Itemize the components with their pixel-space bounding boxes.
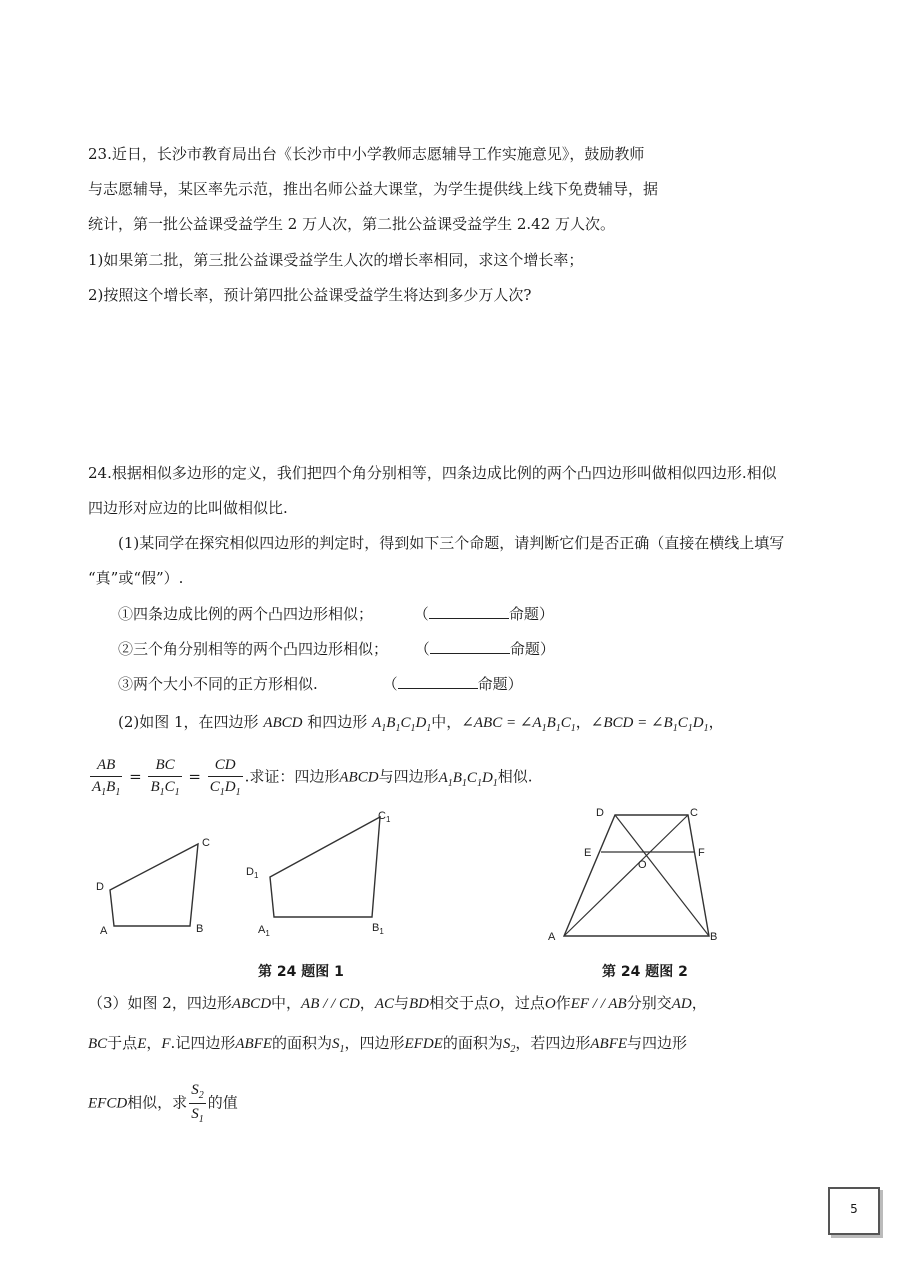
- figure2-caption: 第 24 题图 2: [602, 964, 688, 980]
- q23-line2: 与志愿辅导，某区率先示范，推出名师公益大课堂，为学生提供线上线下免费辅导，据: [88, 180, 659, 198]
- label-d: D: [96, 881, 104, 893]
- label-c1: $C_1$: [378, 810, 391, 824]
- page-number-box: [828, 1187, 880, 1235]
- q24-part2-line1: (2)如图 1，在四边形 ABCD 和四边形 $A_1B_1C_1D_1$中，∠ABC = $\angle A_1B_1C_1$，∠BCD = $\angle B_1C_1D_1$，: [118, 713, 724, 734]
- q24-part2-line2: $\frac{AB}{A_1B_1}$ = $\frac{BC}{B_1C_1}$ = $\frac{CD}{C_1D_1}$ .求证：四边形ABCD与四边形$A_1B_1C_1D_1$相似.: [92, 757, 533, 798]
- proposition-2: ②三个角分别相等的两个凸四边形相似； （ 命题）: [118, 640, 555, 658]
- label-b1: $B_1$: [372, 922, 384, 936]
- label-a: A: [100, 925, 108, 937]
- q24-part3-line3: EFCD相似，求 $\frac{S_2}{S_1}$ 的值: [88, 1082, 238, 1125]
- label-c: C: [690, 807, 698, 819]
- q23-part2: 2)按照这个增长率，预计第四批公益课受益学生将达到多少万人次?: [88, 286, 532, 304]
- q23-part1: 1)如果第二批，第三批公益课受益学生人次的增长率相同，求这个增长率；: [88, 251, 584, 269]
- label-a: A: [548, 931, 556, 943]
- q24-part3-line2: BC于点E，F.记四边形ABFE的面积为$S_1$，四边形EFDE的面积为$S_2$，若四边形ABFE与四边形: [88, 1034, 688, 1055]
- label-b: B: [196, 923, 204, 935]
- figure2-trapezoid: [540, 800, 720, 950]
- proposition-1: ①四条边成比例的两个凸四边形相似； （ 命题）: [118, 605, 554, 623]
- proposition-1-blank[interactable]: [429, 604, 509, 619]
- label-d1: $D_1$: [246, 866, 259, 880]
- q24-intro-line1: 24.根据相似多边形的定义，我们把四个角分别相等，四条边成比例的两个凸四边形叫做相似四边形.相似: [88, 464, 777, 482]
- label-d: D: [596, 807, 604, 819]
- figure1-caption: 第 24 题图 1: [258, 964, 344, 980]
- label-a1: $A_1$: [258, 924, 270, 938]
- label-c: C: [202, 837, 210, 849]
- label-b: B: [710, 931, 718, 943]
- q23-line1: 23.近日，长沙市教育局出台《长沙市中小学教师志愿辅导工作实施意见》，鼓励教师: [88, 145, 645, 163]
- figure1-quad-a1b1c1d1: [240, 805, 400, 940]
- q24-part1-line2: “真”或“假”）.: [88, 569, 184, 587]
- proposition-2-text: ②三个角分别相等的两个凸四边形相似；: [118, 640, 389, 658]
- page-number: 5: [850, 1202, 858, 1216]
- proposition-3-text: ③两个大小不同的正方形相似.: [118, 675, 318, 693]
- figure1-quad-abcd: [92, 830, 222, 940]
- label-o: O: [638, 859, 647, 871]
- q24-intro-line2: 四边形对应边的比叫做相似比.: [88, 499, 288, 517]
- q24-part3-line1: （3）如图 2，四边形ABCD中，AB / / CD，AC与BD相交于点O，过点O作EF / / AB分别交AD，: [88, 994, 707, 1012]
- proposition-2-blank[interactable]: [430, 639, 510, 654]
- label-e: E: [584, 847, 592, 859]
- q23-line3: 统计，第一批公益课受益学生 2 万人次，第二批公益课受益学生 2.42 万人次。: [88, 215, 616, 233]
- proposition-1-text: ①四条边成比例的两个凸四边形相似；: [118, 605, 374, 623]
- proposition-3: ③两个大小不同的正方形相似. （ 命题）: [118, 675, 523, 693]
- proposition-3-blank[interactable]: [398, 674, 478, 689]
- q24-part1-line1: (1)某同学在探究相似四边形的判定时，得到如下三个命题，请判断它们是否正确（直接在横线上填写: [118, 534, 785, 552]
- label-f: F: [698, 847, 705, 859]
